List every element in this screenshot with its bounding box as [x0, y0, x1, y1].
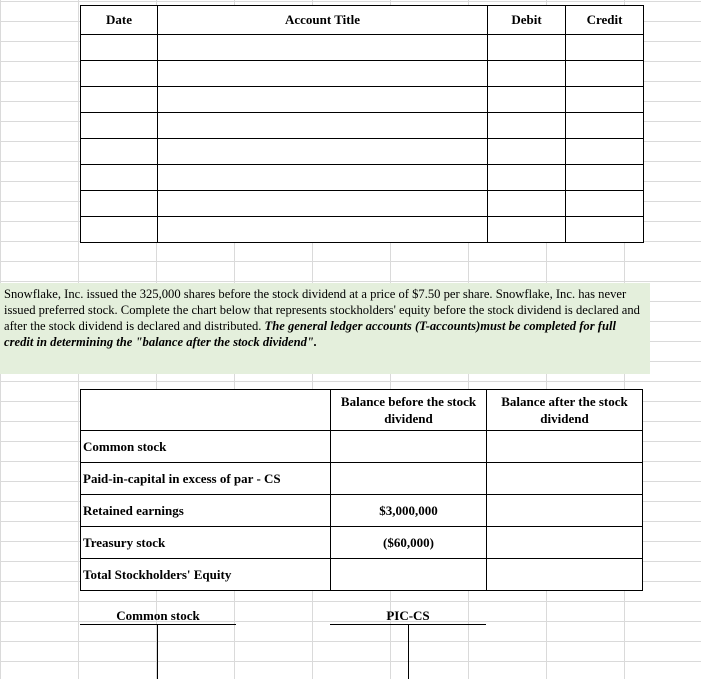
credit-cell[interactable]: [566, 139, 644, 165]
credit-cell[interactable]: [566, 61, 644, 87]
date-column-header: Date: [81, 6, 158, 35]
instruction-note: [0, 283, 650, 374]
pic-cs-t-account-divider: [408, 624, 409, 679]
equity-header-row: [81, 390, 643, 431]
equity-row-label: Treasury stock: [81, 527, 331, 559]
balance-after-header: Balance after the stock dividend: [487, 390, 643, 431]
account-title-cell[interactable]: [158, 113, 488, 139]
debit-cell[interactable]: [488, 217, 566, 243]
account-title-cell[interactable]: [158, 35, 488, 61]
balance-before-cell[interactable]: [331, 559, 487, 591]
date-cell[interactable]: [81, 113, 158, 139]
common-stock-t-account-title: Common stock: [116, 608, 200, 623]
equity-row-label: Retained earnings: [81, 495, 331, 527]
account-title-cell[interactable]: [158, 87, 488, 113]
balance-before-cell[interactable]: [331, 463, 487, 495]
credit-cell[interactable]: [566, 113, 644, 139]
date-cell[interactable]: [81, 35, 158, 61]
balance-before-cell[interactable]: [331, 431, 487, 463]
debit-cell[interactable]: [488, 165, 566, 191]
stockholders-equity-table: [80, 389, 643, 591]
journal-row: [81, 113, 644, 139]
equity-row-treasury-stock: [81, 527, 643, 559]
equity-row-label: Paid-in-capital in excess of par - CS: [81, 463, 331, 495]
pic-cs-t-account-title: PIC-CS: [386, 608, 430, 623]
equity-row-label: Total Stockholders' Equity: [81, 559, 331, 591]
date-cell[interactable]: [81, 165, 158, 191]
debit-cell[interactable]: [488, 139, 566, 165]
journal-row: [81, 87, 644, 113]
balance-before-cell[interactable]: ($60,000): [331, 527, 487, 559]
common-stock-t-account-top-line: [80, 624, 236, 625]
balance-after-cell[interactable]: [487, 463, 643, 495]
date-cell[interactable]: [81, 61, 158, 87]
debit-column-header: Debit: [488, 6, 566, 35]
debit-cell[interactable]: [488, 191, 566, 217]
balance-before-cell[interactable]: $3,000,000: [331, 495, 487, 527]
account-title-cell[interactable]: [158, 191, 488, 217]
account-title-cell[interactable]: [158, 217, 488, 243]
account-title-cell[interactable]: [158, 61, 488, 87]
journal-row: [81, 191, 644, 217]
journal-row: [81, 35, 644, 61]
credit-cell[interactable]: [566, 87, 644, 113]
equity-label-header-cell: [81, 390, 331, 431]
account-title-cell[interactable]: [158, 165, 488, 191]
debit-cell[interactable]: [488, 35, 566, 61]
equity-row-total: [81, 559, 643, 591]
credit-cell[interactable]: [566, 165, 644, 191]
balance-after-cell[interactable]: [487, 527, 643, 559]
debit-cell[interactable]: [488, 87, 566, 113]
date-cell[interactable]: [81, 139, 158, 165]
instruction-emphasis: The general ledger accounts (T-accounts)must be completed for full credit in determining the "balance after the stock dividend".: [4, 319, 616, 349]
equity-row-label: Common stock: [81, 431, 331, 463]
equity-row-common-stock: [81, 431, 643, 463]
account-title-cell[interactable]: [158, 139, 488, 165]
instruction-text: Snowflake, Inc. issued the 325,000 shares before the stock dividend at a price of $7.50 per share. Snowflake, Inc. has never issued preferred stock. Complete the chart below that represents stockholders' equity before the stock dividend is declared and after the stock dividend is declared and distributed.: [4, 287, 640, 333]
balance-after-cell[interactable]: [487, 559, 643, 591]
credit-cell[interactable]: [566, 217, 644, 243]
common-stock-t-account-divider: [157, 624, 158, 679]
journal-row: [81, 61, 644, 87]
credit-column-header: Credit: [566, 6, 644, 35]
journal-row: [81, 165, 644, 191]
date-cell[interactable]: [81, 87, 158, 113]
journal-row: [81, 139, 644, 165]
debit-cell[interactable]: [488, 113, 566, 139]
equity-row-retained-earnings: [81, 495, 643, 527]
journal-header-row: [81, 6, 644, 35]
debit-cell[interactable]: [488, 61, 566, 87]
balance-after-cell[interactable]: [487, 495, 643, 527]
balance-before-header: Balance before the stock dividend: [331, 390, 487, 431]
date-cell[interactable]: [81, 217, 158, 243]
credit-cell[interactable]: [566, 35, 644, 61]
account-title-column-header: Account Title: [158, 6, 488, 35]
credit-cell[interactable]: [566, 191, 644, 217]
journal-body: [81, 35, 644, 243]
journal-entry-table: [80, 5, 644, 243]
equity-row-pic-cs: [81, 463, 643, 495]
journal-row: [81, 217, 644, 243]
date-cell[interactable]: [81, 191, 158, 217]
balance-after-cell[interactable]: [487, 431, 643, 463]
